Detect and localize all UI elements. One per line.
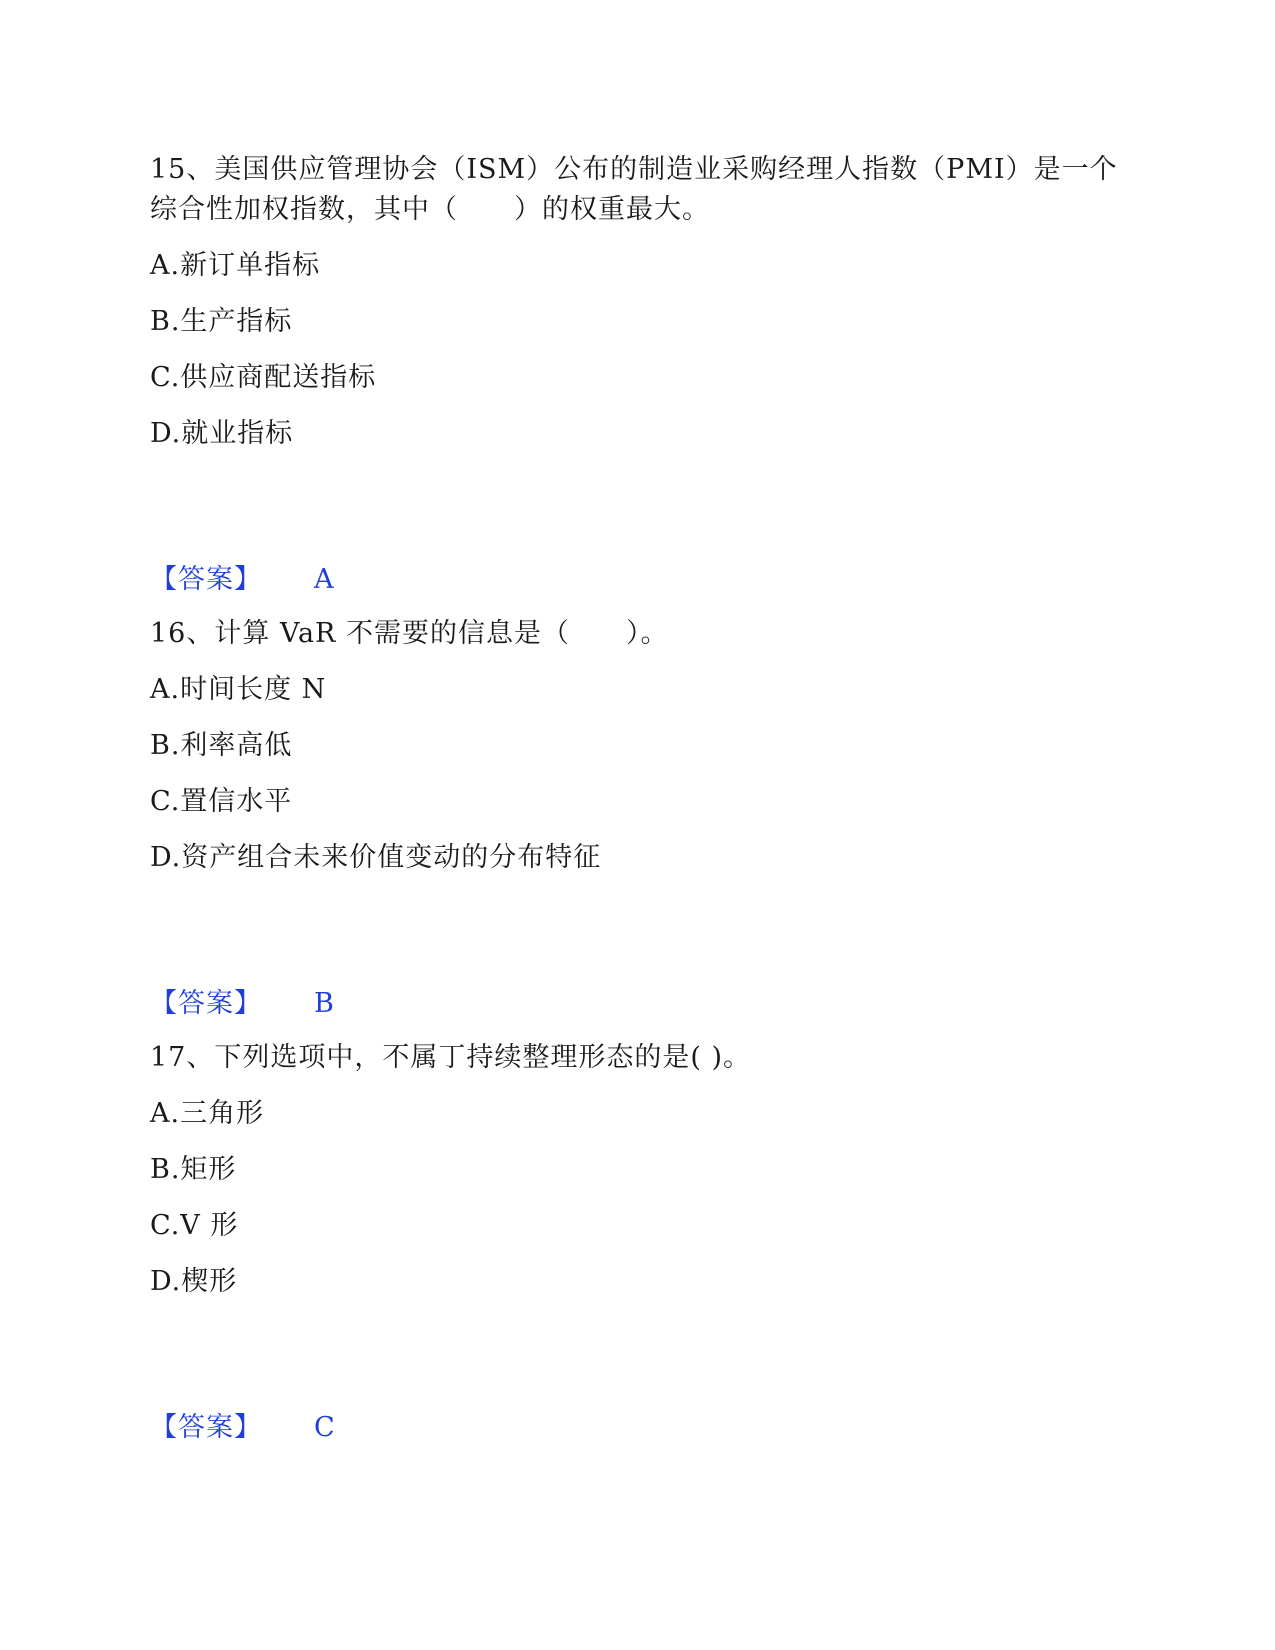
question-17-option-b: B.矩形 <box>150 1154 237 1185</box>
answer-value: A <box>314 564 334 595</box>
question-17-stem-line-1: 17、下列选项中，不属丁持续整理形态的是( )。 <box>150 1042 752 1073</box>
question-17-answer <box>150 1408 335 1448</box>
question-16-stem-line-1: 16、计算 VaR 不需要的信息是（ ）。 <box>150 618 669 649</box>
question-15-answer <box>150 560 334 600</box>
question-16-option-c: C.置信水平 <box>150 786 293 817</box>
answer-value: B <box>314 988 334 1019</box>
question-17-option-a: A.三角形 <box>150 1098 265 1129</box>
answer-value: C <box>314 1412 335 1443</box>
question-17-option-d: D.楔形 <box>150 1266 238 1297</box>
question-15-stem-line-1: 15、美国供应管理协会（ISM）公布的制造业采购经理人指数（PMI）是一个 <box>150 154 1118 185</box>
question-15-option-a: A.新订单指标 <box>150 250 321 281</box>
answer-label: 【答案】 <box>150 564 262 595</box>
question-15-option-b: B.生产指标 <box>150 306 293 337</box>
question-15-option-c: C.供应商配送指标 <box>150 362 377 393</box>
question-15-stem-line-2: 综合性加权指数，其中（ ）的权重最大。 <box>150 194 710 225</box>
question-16-option-a: A.时间长度 N <box>150 674 327 705</box>
answer-label: 【答案】 <box>150 1412 262 1443</box>
question-15-option-d: D.就业指标 <box>150 418 294 449</box>
question-16-option-b: B.利率高低 <box>150 730 293 761</box>
question-17-option-c: C.V 形 <box>150 1210 239 1241</box>
question-16-option-d: D.资产组合未来价值变动的分布特征 <box>150 842 602 873</box>
answer-label: 【答案】 <box>150 988 262 1019</box>
question-16-answer <box>150 984 334 1024</box>
